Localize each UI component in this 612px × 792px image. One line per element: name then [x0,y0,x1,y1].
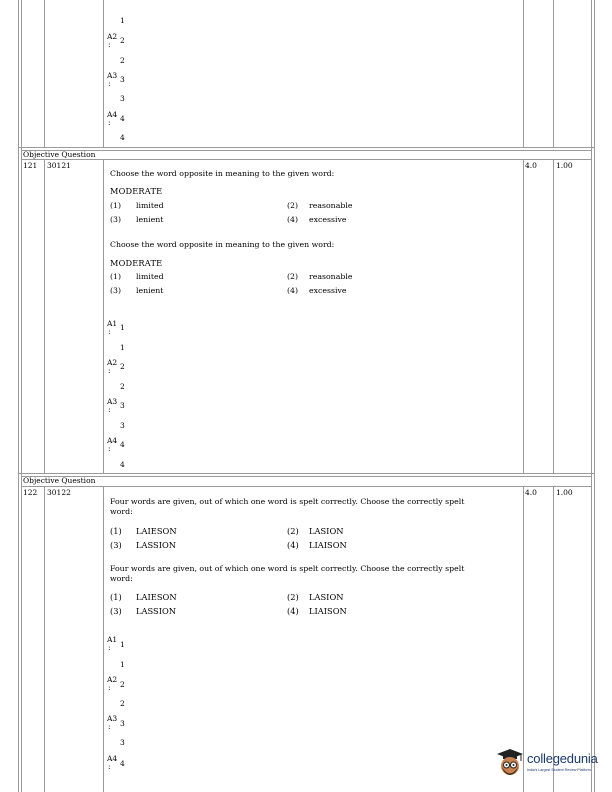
answer-label: A3 [107,71,118,80]
answer-label: A2 [107,358,118,367]
option-value: 3 [120,94,125,103]
option-text: LAIESON [136,592,177,602]
question-stem-continued: word: [110,507,133,516]
option-number: (1) [110,272,122,281]
answer-label: A2 [107,675,118,684]
answer-num: 4 [120,114,125,123]
option-text: reasonable [309,272,353,281]
option-value: 3 [120,421,125,430]
option-text: lenient [136,286,164,295]
option-value: 1 [120,660,125,669]
option-text: LASION [309,592,344,602]
question-number: 121 [23,161,38,170]
option-number: (3) [110,215,122,224]
answer-colon: : [108,79,111,88]
option-number: (2) [287,201,299,210]
option-text: LASSION [136,606,177,616]
question-number: 122 [23,488,38,497]
answer-num: 3 [120,75,125,84]
question-stem: Choose the word opposite in meaning to the given word: [110,169,335,178]
answer-label: A4 [107,436,118,445]
question-stem: Choose the word opposite in meaning to the given word: [110,240,335,249]
option-number: (3) [110,606,122,616]
answer-num: 4 [120,440,125,449]
mascot-icon [495,748,525,780]
option-number: (3) [110,540,122,550]
brand-name: collegedunia [527,751,598,766]
answer-num: 1 [120,323,125,332]
option-text: excessive [309,215,347,224]
option-value: 2 [120,699,125,708]
answer-num: 2 [120,680,125,689]
option-text: LAIESON [136,526,177,536]
option-number: (4) [287,540,299,550]
answer-colon: : [108,643,111,652]
option-number: (4) [287,215,299,224]
option-value: 2 [120,382,125,391]
brand-tagline: India's Largest Student Review Platform [527,768,591,772]
option-text: lenient [136,215,164,224]
answer-num: 4 [120,759,125,768]
answer-num: 2 [120,36,125,45]
answer-label: A1 [107,635,118,644]
option-value: 4 [120,133,125,142]
answer-num: 2 [120,362,125,371]
option-text: LASSION [136,540,177,550]
option-value: 3 [120,738,125,747]
answer-label: A4 [107,110,118,119]
answer-colon: : [108,722,111,731]
collegedunia-logo [495,748,607,782]
question-id: 30122 [47,488,71,497]
question-word: MODERATE [110,258,163,268]
answer-colon: : [108,327,111,336]
answer-label: A2 [107,32,118,41]
option-value: 1 [120,16,125,25]
answer-colon: : [108,444,111,453]
option-number: (3) [110,286,122,295]
option-number: (1) [110,526,122,536]
question-marks: 4.0 [525,161,537,170]
option-text: LIAISON [309,540,347,550]
option-value: 4 [120,460,125,469]
question-stem-continued: word: [110,574,133,583]
answer-colon: : [108,118,111,127]
option-number: (2) [287,272,299,281]
option-text: LIAISON [309,606,347,616]
option-number: (4) [287,286,299,295]
option-number: (1) [110,201,122,210]
option-value: 1 [120,343,125,352]
option-number: (4) [287,606,299,616]
option-text: limited [136,272,164,281]
question-negative-marks: 1.00 [556,161,573,170]
option-number: (1) [110,592,122,602]
answer-num: 3 [120,719,125,728]
answer-colon: : [108,762,111,771]
question-id: 30121 [47,161,71,170]
question-stem: Four words are given, out of which one word is spelt correctly. Choose the correctly spelt [110,564,465,573]
option-text: excessive [309,286,347,295]
question-word: MODERATE [110,186,163,196]
question-negative-marks: 1.00 [556,488,573,497]
option-text: limited [136,201,164,210]
answer-label: A3 [107,397,118,406]
option-number: (2) [287,592,299,602]
answer-num: 3 [120,401,125,410]
answer-num: 1 [120,640,125,649]
question-marks: 4.0 [525,488,537,497]
option-number: (2) [287,526,299,536]
answer-colon: : [108,366,111,375]
option-text: LASION [309,526,344,536]
answer-label: A4 [107,754,118,763]
question-stem: Four words are given, out of which one word is spelt correctly. Choose the correctly spelt [110,497,465,506]
question-type-label: Objective Question [23,476,96,485]
answer-colon: : [108,405,111,414]
answer-colon: : [108,40,111,49]
option-text: reasonable [309,201,353,210]
answer-colon: : [108,683,111,692]
question-type-label: Objective Question [23,150,96,159]
answer-label: A1 [107,319,118,328]
answer-label: A3 [107,714,118,723]
option-value: 2 [120,56,125,65]
